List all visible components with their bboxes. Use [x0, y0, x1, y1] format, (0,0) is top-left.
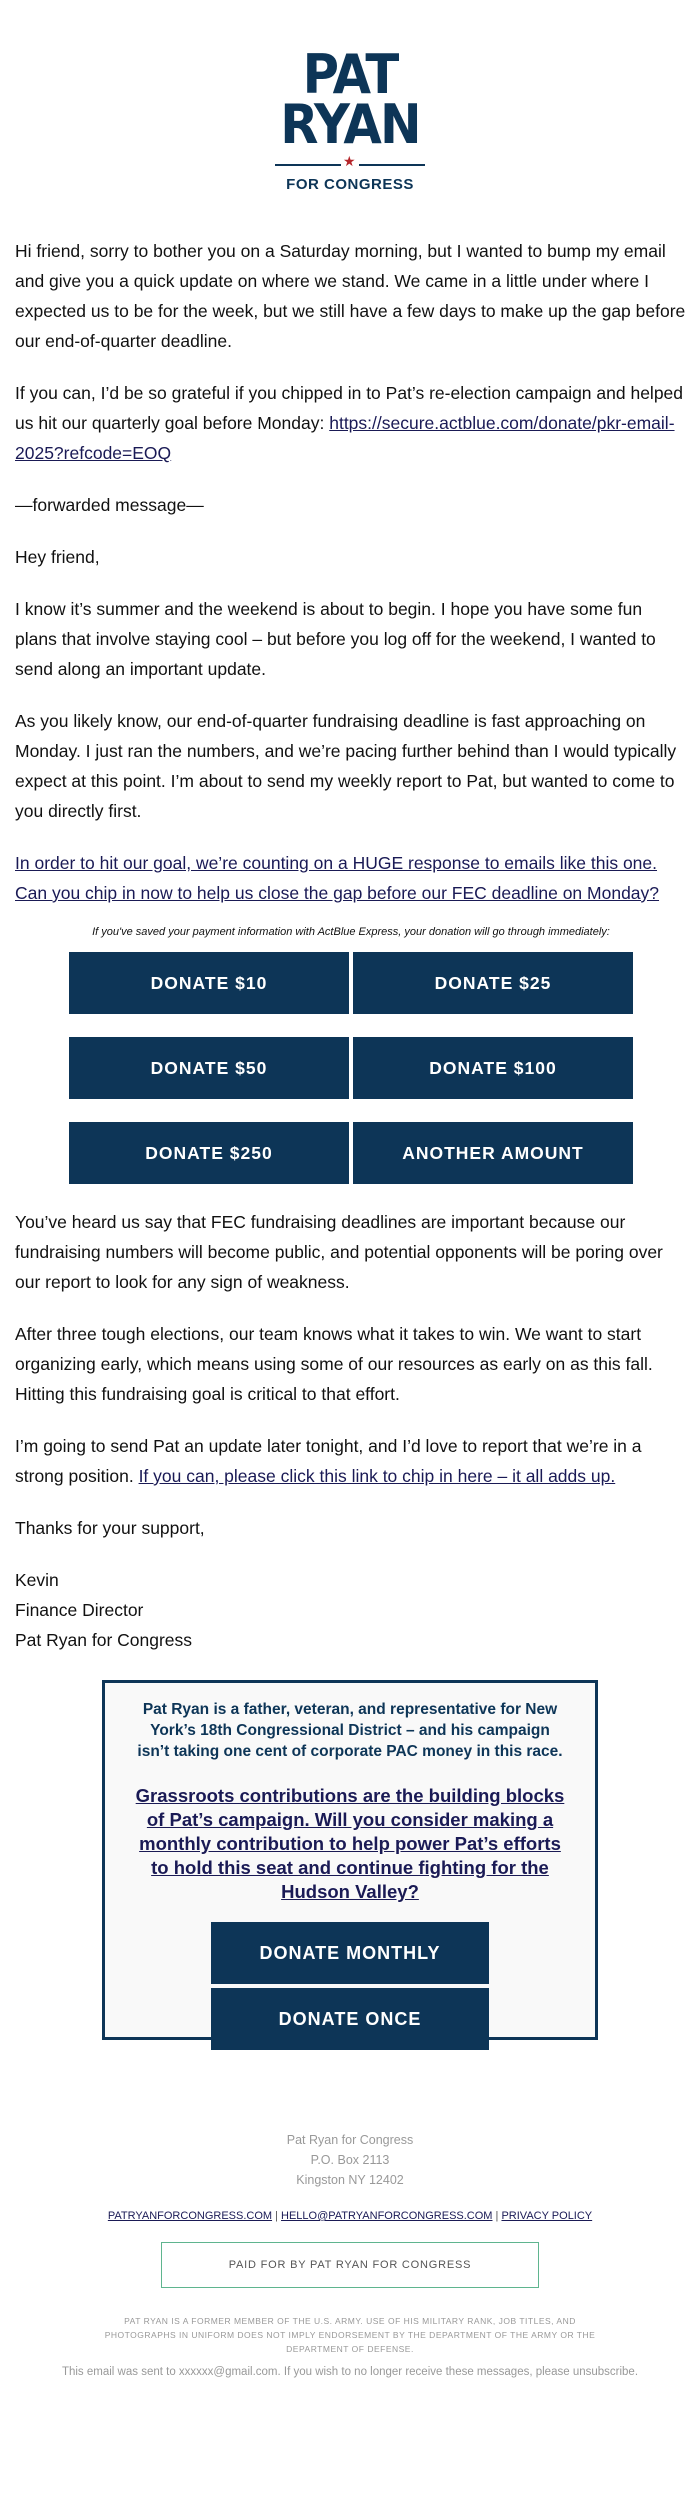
- signature-title: Finance Director: [15, 1600, 144, 1620]
- logo-subtitle: FOR CONGRESS: [286, 176, 414, 193]
- logo-line-ryan: RYAN: [280, 93, 420, 156]
- star-icon: ★: [343, 153, 356, 169]
- signature-name: Kevin: [15, 1570, 59, 1590]
- box-intro-text: Pat Ryan is a father, veteran, and representative for New York’s 18th Congressional District – and his campaign isn’t taking one cent of corporate PAC money in this race.: [137, 1701, 563, 1760]
- fec-paragraph: You’ve heard us say that FEC fundraising deadlines are important because our fundraising numbers will become public, and potential opponents will be poring over our report to look for any sign of weakness.: [15, 1212, 663, 1292]
- donate-250-button[interactable]: DONATE $250: [69, 1122, 349, 1184]
- thanks-line: Thanks for your support,: [15, 1518, 205, 1538]
- donate-other-amount-button[interactable]: ANOTHER AMOUNT: [353, 1122, 633, 1184]
- donate-button-grid: [69, 952, 633, 1184]
- donate-50-button[interactable]: DONATE $50: [69, 1037, 349, 1099]
- footer-org: Pat Ryan for Congress: [286, 2133, 414, 2147]
- monthly-donation-box: [102, 1680, 598, 2040]
- website-link[interactable]: PATRYANFORCONGRESS.COM: [107, 2210, 273, 2222]
- update-paragraph: [15, 1431, 687, 1491]
- footer-link-separator: |: [495, 2210, 499, 2222]
- goal-paragraph: [15, 848, 687, 908]
- actblue-express-note: If you've saved your payment information with ActBlue Express, your donation will go through immediately:: [92, 926, 610, 938]
- donate-row-1: [69, 952, 633, 1014]
- chip-in-link[interactable]: If you can, please click this link to chip in here – it all adds up.: [138, 1466, 616, 1486]
- donate-25-button[interactable]: DONATE $25: [353, 952, 633, 1014]
- email-footer: [0, 2130, 700, 2378]
- intro-paragraph: Hi friend, sorry to bother you on a Saturday morning, but I wanted to bump my email and give you a quick update on where we stand. We came in a little under where I expected us to be for the week, but we still have a few days to make up the gap before our end-of-quarter deadline.: [15, 241, 686, 351]
- closing-section: [15, 1207, 687, 1655]
- deadline-paragraph: As you likely know, our end-of-quarter fundraising deadline is fast approaching on Monday. I just ran the numbers, and we’re pacing further behind than I would typically expect at this point. I’m about to send my weekly report to Pat, but wanted to come to you directly first.: [15, 711, 677, 821]
- donate-row-3: [69, 1122, 633, 1184]
- logo-line-pat: PAT: [302, 43, 398, 106]
- summer-paragraph: I know it’s summer and the weekend is about to begin. I hope you have some fun plans that involve staying cool – but before you log off for the weekend, I wanted to send along an important update.: [15, 599, 656, 679]
- forwarded-marker: —forwarded message—: [15, 495, 204, 515]
- donate-10-button[interactable]: DONATE $10: [69, 952, 349, 1014]
- footer-links: [0, 2210, 700, 2222]
- donate-100-button[interactable]: DONATE $100: [353, 1037, 633, 1099]
- privacy-policy-link[interactable]: PRIVACY POLICY: [501, 2210, 593, 2222]
- donate-row-2: [69, 1037, 633, 1099]
- campaign-logo: [0, 43, 700, 193]
- footer-po-box: P.O. Box 2113: [310, 2153, 390, 2167]
- footer-city: Kingston NY 12402: [296, 2173, 404, 2187]
- email-link[interactable]: HELLO@PATRYANFORCONGRESS.COM: [281, 2210, 493, 2222]
- email-body: [15, 236, 687, 1677]
- signature-org: Pat Ryan for Congress: [15, 1630, 193, 1650]
- logo-divider-left: [275, 164, 341, 166]
- donate-once-button[interactable]: DONATE ONCE: [211, 1988, 489, 2050]
- logo-divider-right: [359, 164, 425, 166]
- donate-monthly-button[interactable]: DONATE MONTHLY: [211, 1922, 489, 1984]
- military-disclaimer: PAT RYAN IS A FORMER MEMBER OF THE U.S. ARMY. USE OF HIS MILITARY RANK, JOB TITLES, AND PHOTOGRAPHS IN UNIFORM DOES NOT IMPLY ENDORSEMENT BY THE DEPARTMENT OF THE ARMY OR THE DEPARTMENT OF DEFENSE.: [104, 2316, 596, 2354]
- elections-paragraph: After three tough elections, our team knows what it takes to win. We want to start organizing early, which means using some of our resources as early on as this fall. Hitting this fundraising goal is critical to that effort.: [15, 1324, 653, 1404]
- footer-link-separator: |: [275, 2210, 278, 2222]
- ask-text: If you can, I’d be so grateful if you chipped in to Pat’s re-election campaign and helped us hit our quarterly goal before Monday:: [15, 383, 684, 433]
- greeting: Hey friend,: [15, 547, 100, 567]
- update-text: I’m going to send Pat an update later tonight, and I’d love to report that we’re in a strong position.: [15, 1436, 642, 1486]
- ask-paragraph: [15, 378, 687, 468]
- paid-for-by-box: PAID FOR BY PAT RYAN FOR CONGRESS: [161, 2242, 539, 2288]
- goal-donate-link[interactable]: In order to hit our goal, we’re counting on a HUGE response to emails like this one. Can you chip in now to help us close the gap before our FEC deadline on Monday?: [15, 853, 660, 903]
- donate-url-link[interactable]: https://secure.actblue.com/donate/pkr-email-2025?refcode=EOQ: [15, 413, 675, 463]
- signature: [15, 1565, 687, 1655]
- logo-divider: [275, 153, 425, 170]
- box-monthly-ask-link[interactable]: Grassroots contributions are the building blocks of Pat’s campaign. Will you consider making a monthly contribution to help power Pat’s efforts to hold this seat and continue fighting for the Hudson Valley?: [135, 1785, 565, 1902]
- sent-to-notice: This email was sent to xxxxxx@gmail.com. If you wish to no longer receive these messages, please unsubscribe.: [61, 2366, 639, 2378]
